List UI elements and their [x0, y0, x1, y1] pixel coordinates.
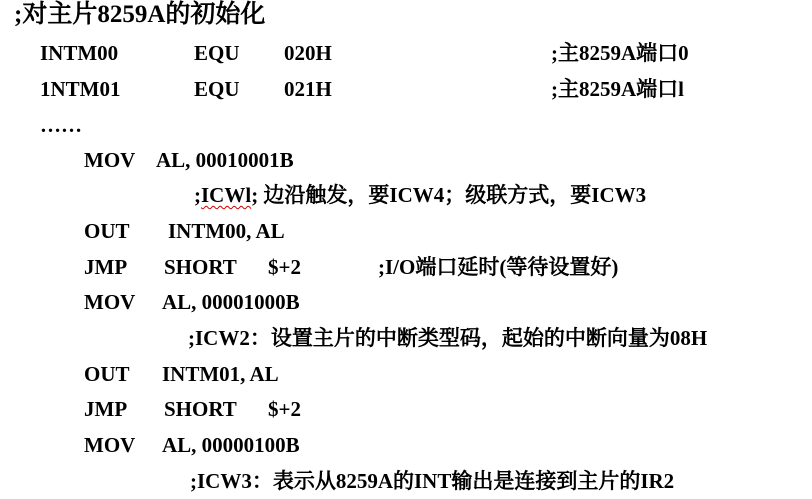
- mov2-op: MOV: [84, 290, 136, 314]
- jmp1-mod: SHORT: [164, 255, 237, 279]
- slide-title: ;对主片8259A的初始化: [14, 1, 266, 28]
- mov3-op: MOV: [84, 433, 136, 457]
- out1-args: INTM00, AL: [168, 219, 285, 243]
- ellipsis: ……: [40, 113, 82, 137]
- comment-icw1-prefix: ;: [194, 183, 201, 207]
- jmp2-op: JMP: [84, 397, 128, 421]
- comment-icw2: ;ICW2：设置主片的中断类型码，起始的中断向量为08H: [188, 326, 708, 350]
- comment-icw3: ;ICW3：表示从8259A的INT输出是连接到主片的IR2: [190, 469, 675, 493]
- equ-label-1: INTM00: [40, 41, 119, 65]
- mov2-args: AL, 00001000B: [162, 290, 300, 314]
- comment-icw1: [194, 182, 646, 208]
- equ-op-2: EQU: [194, 77, 240, 101]
- jmp1-args: $+2: [268, 255, 301, 279]
- mov3-args: AL, 00000100B: [162, 433, 300, 457]
- equ-value-1: 020H: [284, 41, 332, 65]
- jmp1-comment: ;I/O端口延时(等待设置好): [378, 255, 619, 279]
- out2-op: OUT: [84, 362, 130, 386]
- out1-op: OUT: [84, 219, 130, 243]
- equ-op-1: EQU: [194, 41, 240, 65]
- comment-icw1-rest: ; 边沿触发，要ICW4；级联方式，要ICW3: [251, 183, 647, 207]
- mov1-op: MOV: [84, 148, 136, 172]
- jmp2-mod: SHORT: [164, 397, 237, 421]
- equ-comment-2: ;主8259A端口l: [551, 77, 684, 101]
- equ-value-2: 021H: [284, 77, 332, 101]
- comment-icw1-marked: ICWl: [201, 183, 252, 207]
- mov1-args: AL, 00010001B: [156, 148, 294, 172]
- jmp1-op: JMP: [84, 255, 128, 279]
- jmp2-args: $+2: [268, 397, 301, 421]
- out2-args: INTM01, AL: [162, 362, 279, 386]
- equ-comment-1: ;主8259A端口0: [551, 41, 689, 65]
- equ-label-2: 1NTM01: [40, 77, 121, 101]
